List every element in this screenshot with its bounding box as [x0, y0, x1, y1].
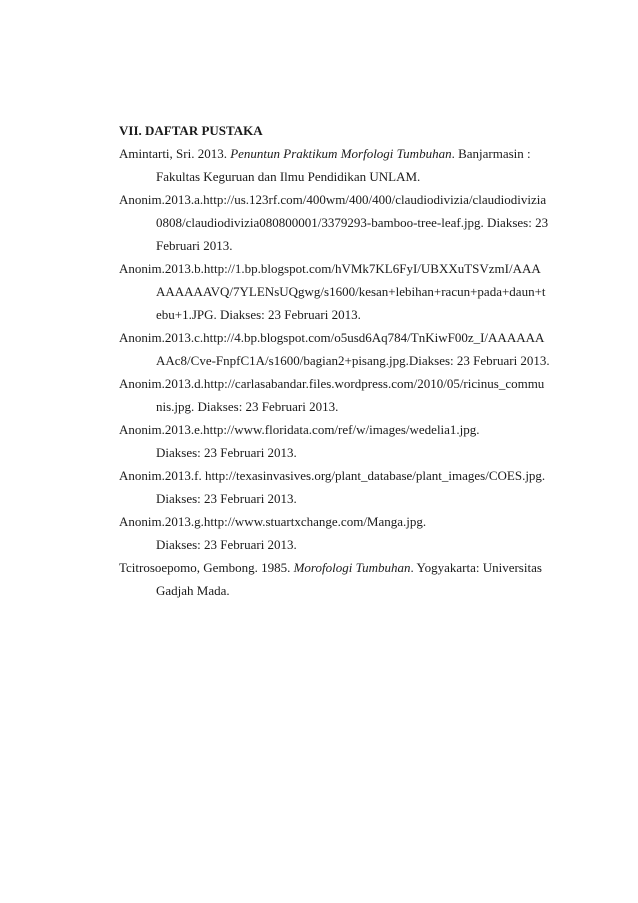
reference-entry: [119, 510, 559, 556]
reference-title: Penuntun Praktikum Morfologi Tumbuhan: [230, 146, 452, 161]
reference-entry: [119, 188, 559, 257]
reference-line: Anonim.2013.e.http://www.floridata.com/ref/w/images/wedelia1.jpg.: [119, 422, 480, 437]
section-heading: VII. DAFTAR PUSTAKA: [119, 123, 263, 138]
bibliography-section: [119, 119, 559, 602]
reference-line: [119, 556, 559, 579]
reference-entry: [119, 418, 559, 464]
reference-line: Gadjah Mada.: [156, 583, 230, 598]
reference-line: nis.jpg. Diakses: 23 Februari 2013.: [156, 399, 339, 414]
reference-text: . Yogyakarta: Universitas: [410, 560, 542, 575]
reference-line: Anonim.2013.d.http://carlasabandar.files.wordpress.com/2010/05/ricinus_commu: [119, 376, 545, 391]
reference-text: . Banjarmasin :: [451, 146, 531, 161]
reference-entry: [119, 372, 559, 418]
reference-line: Diakses: 23 Februari 2013.: [156, 537, 297, 552]
reference-line: Diakses: 23 Februari 2013.: [156, 445, 297, 460]
reference-line: Anonim.2013.c.http://4.bp.blogspot.com/o5usd6Aq784/TnKiwF00z_I/AAAAAA: [119, 330, 545, 345]
reference-line: ebu+1.JPG. Diakses: 23 Februari 2013.: [156, 307, 361, 322]
reference-line: AAc8/Cve-FnpfC1A/s1600/bagian2+pisang.jpg.Diakses: 23 Februari 2013.: [156, 353, 550, 368]
reference-entry: [119, 257, 559, 326]
reference-line: [119, 142, 559, 165]
reference-entry: [119, 142, 559, 188]
reference-line: Anonim.2013.g.http://www.stuartxchange.com/Manga.jpg.: [119, 514, 427, 529]
reference-entry: [119, 556, 559, 602]
reference-entry: [119, 464, 559, 510]
reference-line: Anonim.2013.b.http://1.bp.blogspot.com/hVMk7KL6FyI/UBXXuTSVzmI/AAA: [119, 261, 541, 276]
reference-text: Amintarti, Sri. 2013.: [119, 146, 231, 161]
reference-list: [119, 142, 559, 602]
reference-line: 0808/claudiodivizia080800001/3379293-bamboo-tree-leaf.jpg. Diakses: 23: [156, 215, 549, 230]
reference-line: Anonim.2013.f. http://texasinvasives.org/plant_database/plant_images/COES.jpg.: [119, 468, 546, 483]
reference-text: Tcitrosoepomo, Gembong. 1985.: [119, 560, 294, 575]
reference-line: AAAAAAVQ/7YLENsUQgwg/s1600/kesan+lebihan+racun+pada+daun+t: [156, 284, 546, 299]
reference-title: Morofologi Tumbuhan: [293, 560, 411, 575]
reference-line: Februari 2013.: [156, 238, 233, 253]
reference-line: Anonim.2013.a.http://us.123rf.com/400wm/400/400/claudiodivizia/claudiodivizia: [119, 192, 547, 207]
reference-line: Fakultas Keguruan dan Ilmu Pendidikan UNLAM.: [156, 169, 421, 184]
reference-line: Diakses: 23 Februari 2013.: [156, 491, 297, 506]
reference-entry: [119, 326, 559, 372]
